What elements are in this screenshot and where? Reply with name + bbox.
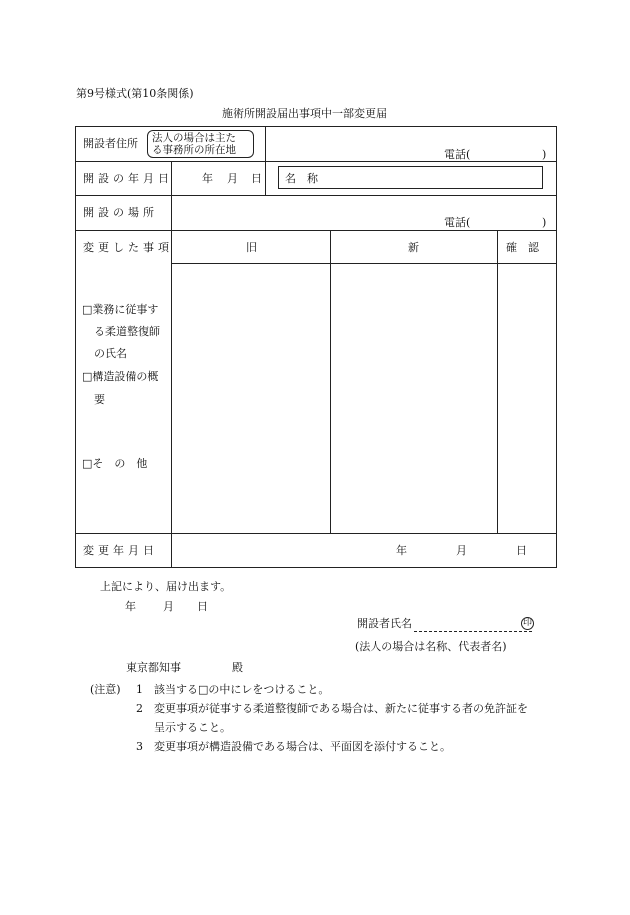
open-date-day: 日 xyxy=(251,172,262,185)
note-2-line-2: 呈示すること。 xyxy=(154,721,231,734)
place-label: 開設の場所 xyxy=(83,206,158,219)
note-1-number: 1 xyxy=(136,683,143,696)
statement: 上記により、届け出ます。 xyxy=(100,580,232,593)
name-label: 名 称 xyxy=(285,172,318,185)
submit-date-day: 日 xyxy=(197,600,208,613)
column-confirm: 確 認 xyxy=(506,241,539,254)
applicant-note: (法人の場合は名称、代表者名) xyxy=(355,640,507,653)
check-item-practitioner-line-3: の氏名 xyxy=(94,347,127,360)
note-1: 該当する□の中にレをつけること。 xyxy=(154,683,330,696)
check-item-other[interactable]: □そ の 他 xyxy=(82,457,148,470)
column-old: 旧 xyxy=(246,241,257,254)
check-item-practitioner-line-2: る柔道整復師 xyxy=(94,325,160,338)
change-date-label: 変更年月日 xyxy=(83,544,158,557)
check-item-practitioner[interactable]: □業務に従事す xyxy=(82,303,159,316)
honorific: 殿 xyxy=(232,661,243,674)
change-date-month: 月 xyxy=(456,544,467,557)
address-note-line-1: 法人の場合は主た xyxy=(152,132,236,144)
place-phone-label: 電話( xyxy=(444,216,471,229)
change-date-day: 日 xyxy=(516,544,527,557)
address-phone-close: ) xyxy=(542,148,547,161)
check-item-structure[interactable]: □構造設備の概 xyxy=(82,370,159,383)
note-2-number: 2 xyxy=(136,702,143,715)
recipient: 東京都知事 xyxy=(126,661,181,674)
note-2-line-1: 変更事項が従事する柔道整復師である場合は、新たに従事する者の免許証を xyxy=(154,702,528,715)
change-date-year: 年 xyxy=(396,544,407,557)
note-3-number: 3 xyxy=(136,740,143,753)
open-date-label: 開設の年月日 xyxy=(83,172,173,185)
place-phone-close: ) xyxy=(542,216,547,229)
changed-items-label: 変更した事項 xyxy=(83,241,173,254)
note-3: 変更事項が構造設備である場合は、平面図を添付すること。 xyxy=(154,740,451,753)
applicant-label: 開設者氏名 xyxy=(357,617,412,630)
open-date-year: 年 xyxy=(202,172,213,185)
form-title: 施術所開設届出事項中一部変更届 xyxy=(222,107,387,120)
notes-label: (注意) xyxy=(90,683,121,696)
address-note-line-2: る事務所の所在地 xyxy=(152,144,236,156)
form-table xyxy=(75,126,557,568)
applicant-name-line[interactable] xyxy=(414,630,532,632)
check-item-structure-line-2: 要 xyxy=(94,393,105,406)
submit-date-year: 年 xyxy=(125,600,136,613)
column-new: 新 xyxy=(408,241,419,254)
open-date-month: 月 xyxy=(227,172,238,185)
form-number: 第9号様式(第10条関係) xyxy=(76,87,194,100)
address-phone-label: 電話( xyxy=(444,148,471,161)
address-label: 開設者住所 xyxy=(83,137,138,150)
seal-mark: 印 xyxy=(522,618,532,628)
submit-date-month: 月 xyxy=(163,600,174,613)
